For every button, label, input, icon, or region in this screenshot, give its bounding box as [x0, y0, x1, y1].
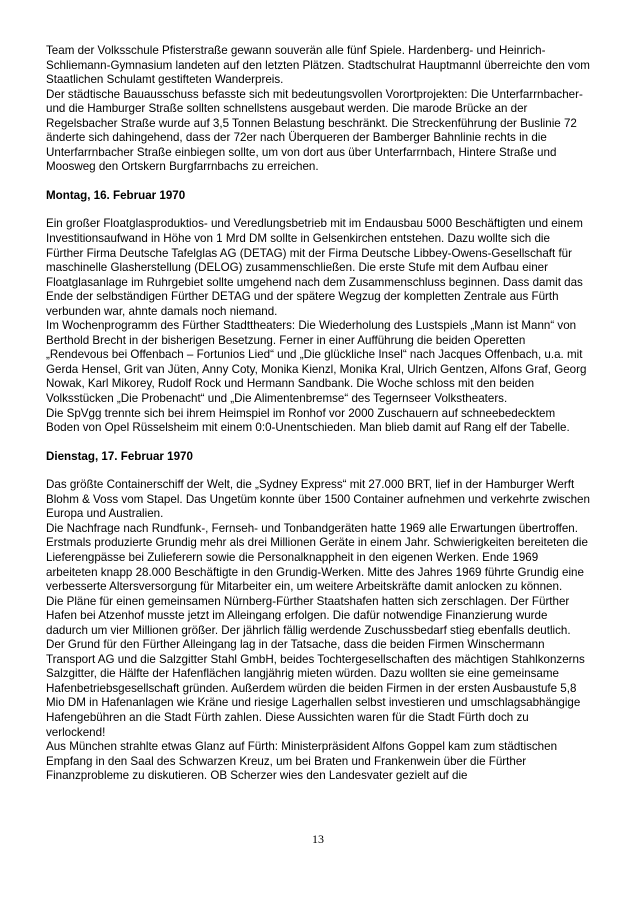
section-continued	[46, 44, 590, 175]
paragraph-spvgg-match: Die SpVgg trennte sich bei ihrem Heimspiel im Ronhof vor 2000 Zuschauern auf schneebedecktem Boden von Opel Rüsselsheim mit einem 0:0-Unentschieden. Man blieb damit auf Rang elf der Tabelle.	[46, 406, 570, 435]
paragraph-harbor: Die Pläne für einen gemeinsamen Nürnberg-Fürther Staatshafen hatten sich zerschlagen. Der Fürther Hafen bei Atzenhof musste jetzt im Alleingang erfolgen. Die dafür notwendige Finanzierung wurde dadurch um vier Millionen größer. Der jährlich fällig werdende Zuschussbedarf stieg ebenfalls deutlich. Der Grund für den Fürther Alleingang lag in der Tatsache, dass die beiden Firmen Winschermann Transport AG und die Salzgitter Stahl GmbH, beides Tochtergesellschaften des mächtigen Stahlkonzerns Salzgitter, die Hälfte der Hafenflächen langjährig mieten würden. Dazu wollten sie eine gemeinsame Hafenbetriebsgesellschaft gründen. Außerdem würden die beiden Firmen in der ersten Ausbaustufe 5,8 Mio DM in Hafenanlagen wie Kräne und riesige Lagerhallen selbst investieren und umschlagsabhängige Hafengebühren an die Stadt Fürth zahlen. Diese Aussichten waren für die Stadt Fürth doch zu verlockend!	[46, 594, 585, 739]
section-tuesday-17-feb	[46, 436, 590, 784]
date-heading: Dienstag, 17. Februar 1970	[46, 450, 193, 464]
paragraph-goppel-visit: Aus München strahlte etwas Glanz auf Fürth: Ministerpräsident Alfons Goppel kam zum städtischen Empfang in den Saal des Schwarzen Kreuz, um bei Braten und Frankenwein über die Fürther Finanzprobleme zu diskutieren. OB Scherzer wies den Landesvater gezielt auf die	[46, 740, 558, 783]
paragraph-floatglass: Ein großer Floatglasproduktios- und Veredlungsbetrieb mit im Endausbau 5000 Beschäftigten und einem Investitionsaufwand in Höhe von 1 Mrd DM sollte in Gelsenkirchen entstehen. Dazu wollte sich die Fürther Firma Deutsche Tafelglas AG (DETAG) mit der Firma Deutsche Libbey-Owens-Gesellschaft für maschinelle Glasherstellung (DELOG) zusammenschließen. Die erste Stufe mit dem Aufbau einer Floatglasanlage im Ruhrgebiet sollte umgehend nach dem Zusammenschluss beginnen. Dass damit das Ende der selbständigen Fürther DETAG und der spätere Wegzug der kompletten Zentrale aus Fürth verbunden war, ahnte damals noch niemand.	[46, 217, 583, 318]
paragraph-theater-program: Im Wochenprogramm des Fürther Stadttheaters: Die Wiederholung des Lustspiels „Mann ist Mann“ von Berthold Brecht in der bisherigen Besetzung. Ferner in einer Aufführung die beiden Operetten „Rendevous bei Offenbach – Fortunios Lied“ und „Die glückliche Insel“ nach Jacques Offenbach, u.a. mit Gerda Hensel, Grit van Jüten, Anny Coty, Monika Kienzl, Monika Kral, Ulrich Gentzen, Alfons Graf, Georg Nowak, Karl Mikorey, Rudolf Rock und Hermann Sandbank. Die Woche schloss mit den beiden Volksstücken „Die Probenacht“ und „Die Alimentenbremse“ des Tegernseer Volkstheaters.	[46, 319, 587, 406]
paragraph-container-ship: Das größte Containerschiff der Welt, die „Sydney Express“ mit 27.000 BRT, lief in der Hamburger Werft Blohm & Voss vom Stapel. Das Ungetüm konnte über 1500 Container aufnehmen und verkehrte zwischen Europa und Australien.	[46, 478, 590, 521]
paragraph-school-tournament: Team der Volksschule Pfisterstraße gewann souverän alle fünf Spiele. Hardenberg- und Heinrich-Schliemann-Gymnasium landeten auf den letzten Plätzen. Stadtschulrat Hauptmannl überreichte den vom Staatlichen Schulamt gestifteten Wanderpreis.	[46, 44, 590, 87]
page-number: 13	[312, 832, 324, 846]
paragraph-grundig: Die Nachfrage nach Rundfunk-, Fernseh- und Tonbandgeräten hatte 1969 alle Erwartungen übertroffen. Erstmals produzierte Grundig mehr als drei Millionen Geräte in einem Jahr. Schwierigkeiten bereiteten die Lieferengpässe bei Zulieferern sowie die Personalknappheit in den eigenen Werken. Ende 1969 arbeiteten knapp 28.000 Beschäftigte in den Grundig-Werken. Mitte des Jahres 1969 führte Grundig eine verbesserte Altersversorgung für Mitarbeiter ein, um weitere Arbeitskräfte damit anlocken zu können.	[46, 521, 588, 594]
page-body	[46, 44, 590, 784]
paragraph-building-committee: Der städtische Bauausschuss befasste sich mit bedeutungsvollen Vorortprojekten: Die Unterfarrnbacher- und die Hamburger Straße sollten schnellstens ausgebaut werden. Die marode Brücke an der Regelsbacher Straße wurde auf 3,5 Tonnen Belastung beschränkt. Die Streckenführung der Buslinie 72 änderte sich dahingehend, dass der 72er nach Überqueren der Bamberger Bahnlinie rechts in die Unterfarrnbacher Straße einbiegen sollte, um von dort aus über Unterfarrnbach, Hintere Straße und Moosweg den Ortskern Burgfarrnbachs zu erreichen.	[46, 87, 583, 174]
section-monday-16-feb	[46, 175, 590, 436]
date-heading: Montag, 16. Februar 1970	[46, 189, 186, 203]
